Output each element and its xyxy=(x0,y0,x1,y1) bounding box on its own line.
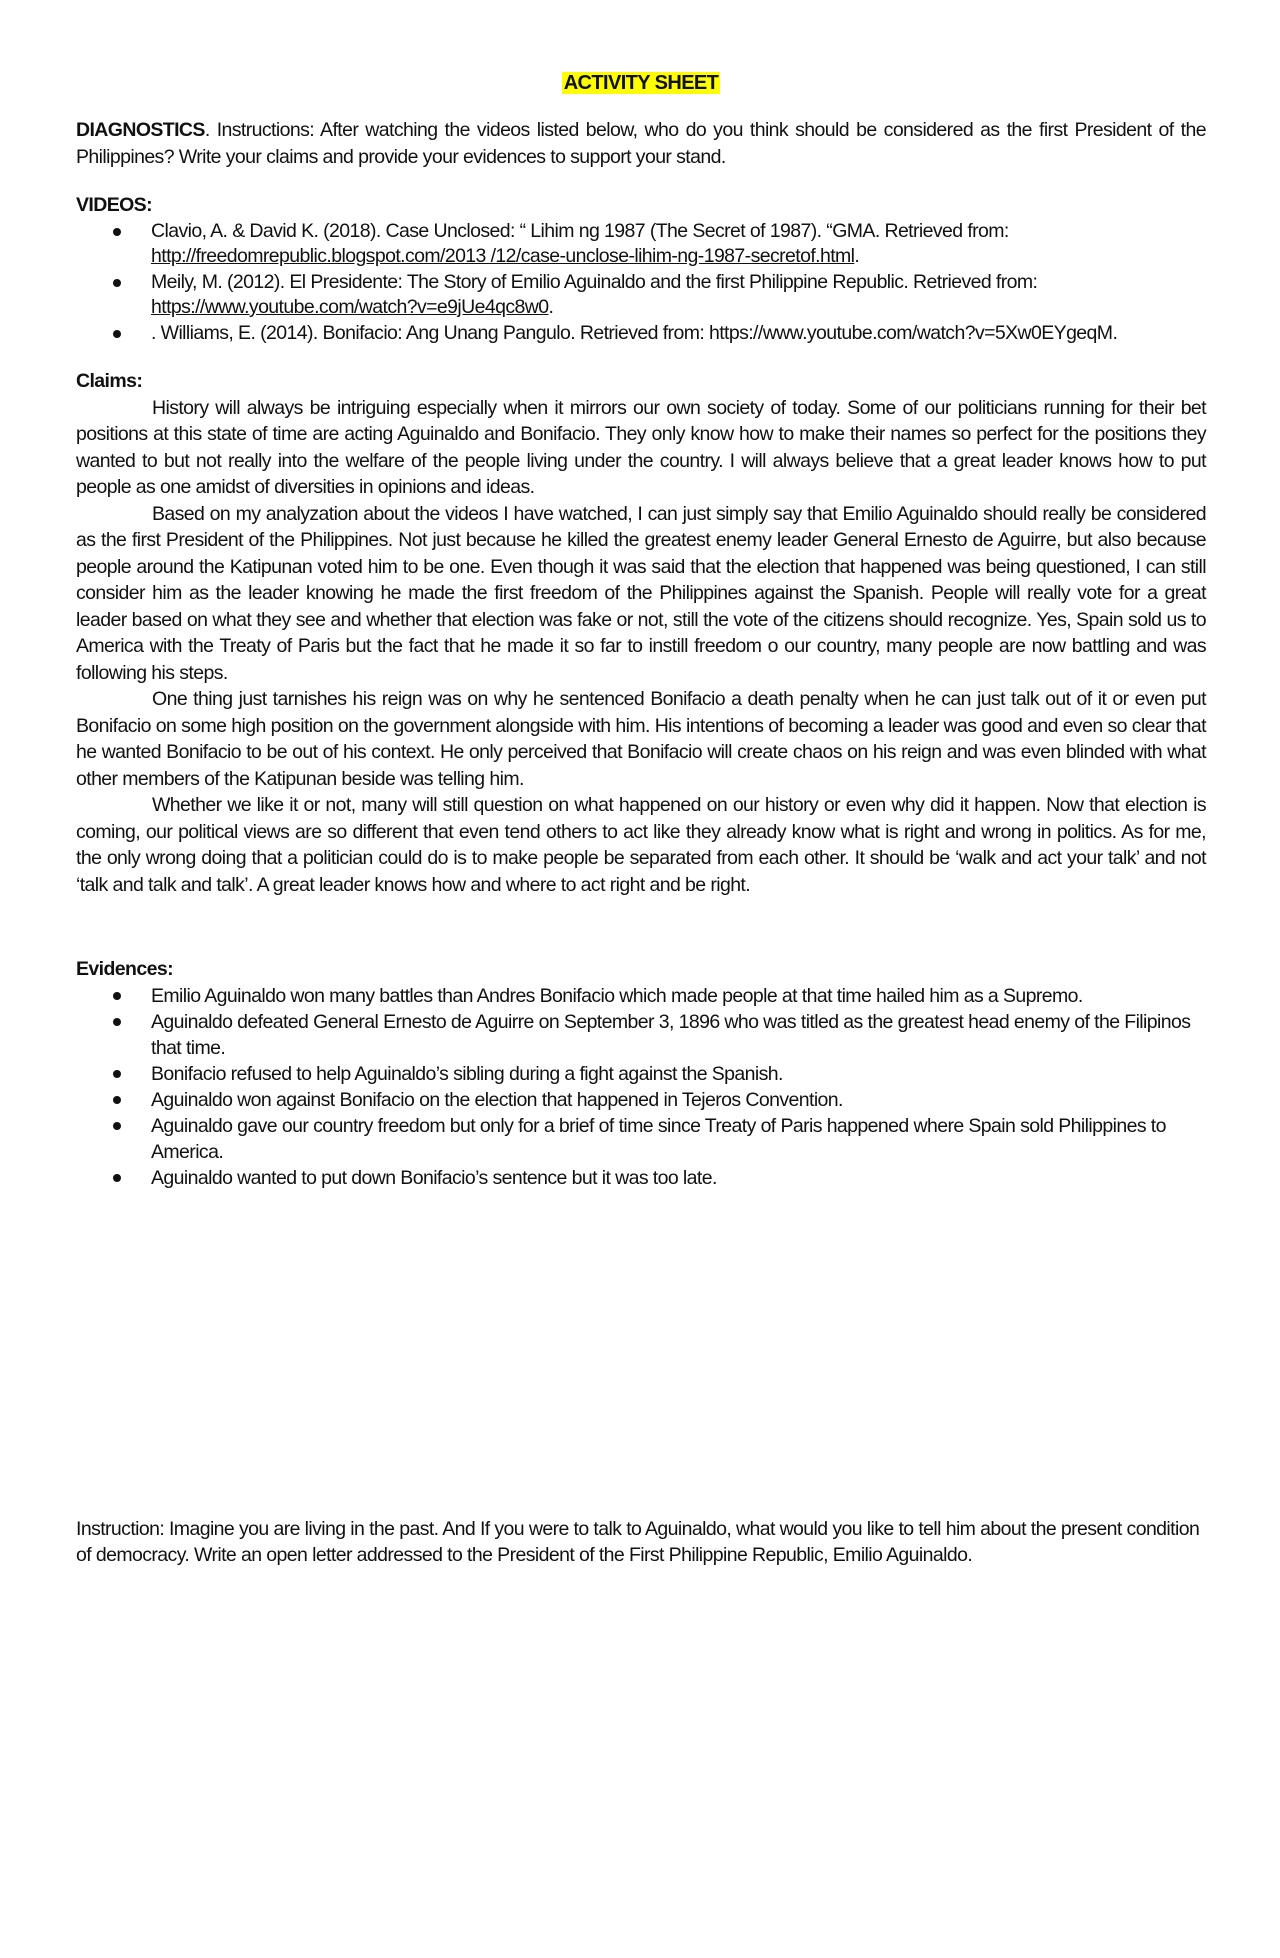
video-item xyxy=(76,219,1206,270)
videos-heading: VIDEOS: xyxy=(76,194,152,216)
title-wrap xyxy=(76,72,1206,95)
evidences-section xyxy=(76,956,1206,1191)
claims-paragraph: History will always be intriguing especially when it mirrors our own society of today. Some of our politicians running for their bet positions at this state of time are acting Aguinaldo and Bonifacio. They only know how to make their names so perfect for the positions they wanted to but not really into the welfare of the people living under the country. I will always believe that a great leader knows how to put people as one amidst of diversities in opinions and ideas. xyxy=(76,396,1206,498)
evidence-item: Aguinaldo won against Bonifacio on the election that happened in Tejeros Convention. xyxy=(76,1087,1206,1113)
evidence-item: Aguinaldo defeated General Ernesto de Aguirre on September 3, 1896 who was titled as the greatest head enemy of the Filipinos that time. xyxy=(76,1009,1206,1061)
activity-sheet-page xyxy=(76,72,1206,1569)
evidence-item: Emilio Aguinaldo won many battles than Andres Bonifacio which made people at that time hailed him as a Supremo. xyxy=(76,983,1206,1009)
video-citation-end: . xyxy=(854,245,860,267)
diagnostics-paragraph xyxy=(76,117,1206,170)
video-citation: Meily, M. (2012). El Presidente: The Story of Emilio Aguinaldo and the first Philippine Republic. Retrieved from: xyxy=(151,270,1038,293)
letter-instruction: Instruction: Imagine you are living in the past. And If you were to talk to Aguinaldo, what would you like to tell him about the present condition of democracy. Write an open letter addressed to the President of the First Philippine Republic, Emilio Aguinaldo. xyxy=(76,1517,1200,1566)
claims-paragraph: Based on my analyzation about the videos I have watched, I can just simply say that Emilio Aguinaldo should really be considered as the first President of the Philippines. Not just because he killed the greatest enemy leader General Ernesto de Aguirre, but also because people around the Katipunan voted him to be one. Even though it was said that the election that happened was being questioned, I can still consider him as the leader knowing he made the first freedom of the Philippines against the Spanish. People will really vote for a great leader based on what they see and whether that election was fake or not, still the vote of the citizens should recognize. Yes, Spain sold us to America with the Treaty of Paris but the fact that he made it so far to instill freedom o our country, many people are now battling and was following his steps. xyxy=(76,502,1206,684)
diagnostics-text: . Instructions: After watching the videos listed below, who do you think should be considered as the first President of the Philippines? Write your claims and provide your evidences to support your stand. xyxy=(76,119,1206,168)
videos-section xyxy=(76,192,1206,346)
claims-paragraph: One thing just tarnishes his reign was on why he sentenced Bonifacio a death penalty when he can just talk out of it or even put Bonifacio on some high position on the government alongside with him. His intentions of becoming a leader was good and even so clear that he wanted Bonifacio to be out of his context. He only perceived that Bonifacio will create chaos on his reign and was even blinded with what other members of the Katipunan beside was telling him. xyxy=(76,688,1206,790)
diagnostics-label: DIAGNOSTICS xyxy=(76,119,205,141)
evidences-heading: Evidences: xyxy=(76,958,173,980)
video-link[interactable]: https://www.youtube.com/watch?v=e9jUe4qc8w0 xyxy=(151,296,549,318)
video-item xyxy=(76,270,1206,321)
video-citation: Clavio, A. & David K. (2018). Case Unclosed: “ Lihim ng 1987 (The Secret of 1987). “GMA. Retrieved from: xyxy=(151,219,1009,242)
video-item xyxy=(76,321,1206,347)
video-citation: . Williams, E. (2014). Bonifacio: Ang Unang Pangulo. Retrieved from: https://www.youtube.com/watch?v=5Xw0EYgeqM. xyxy=(151,321,1118,344)
evidence-item: Bonifacio refused to help Aguinaldo’s sibling during a fight against the Spanish. xyxy=(76,1061,1206,1087)
video-citation-end: . xyxy=(548,296,554,318)
claims-paragraph: Whether we like it or not, many will still question on what happened on our history or even why did it happen. Now that election is coming, our political views are so different that even tend others to act like they already know what is right and wrong in politics. As for me, the only wrong doing that a politician could do is to make people be separated from each other. It should be ‘walk and act your talk’ and not ‘talk and talk and talk’. A great leader knows how and where to act right and be right. xyxy=(76,794,1206,896)
page-title: ACTIVITY SHEET xyxy=(563,72,719,94)
evidence-item: Aguinaldo gave our country freedom but only for a brief of time since Treaty of Paris happened where Spain sold Philippines to America. xyxy=(76,1113,1206,1165)
videos-list xyxy=(76,219,1206,347)
evidence-item: Aguinaldo wanted to put down Bonifacio’s sentence but it was too late. xyxy=(76,1165,1206,1191)
claims-heading: Claims: xyxy=(76,370,143,392)
video-link[interactable]: http://freedomrepublic.blogspot.com/2013 /12/case-unclose-lihim-ng-1987-secretof.html xyxy=(151,245,855,267)
evidences-list xyxy=(76,983,1206,1191)
claims-section xyxy=(76,368,1206,898)
